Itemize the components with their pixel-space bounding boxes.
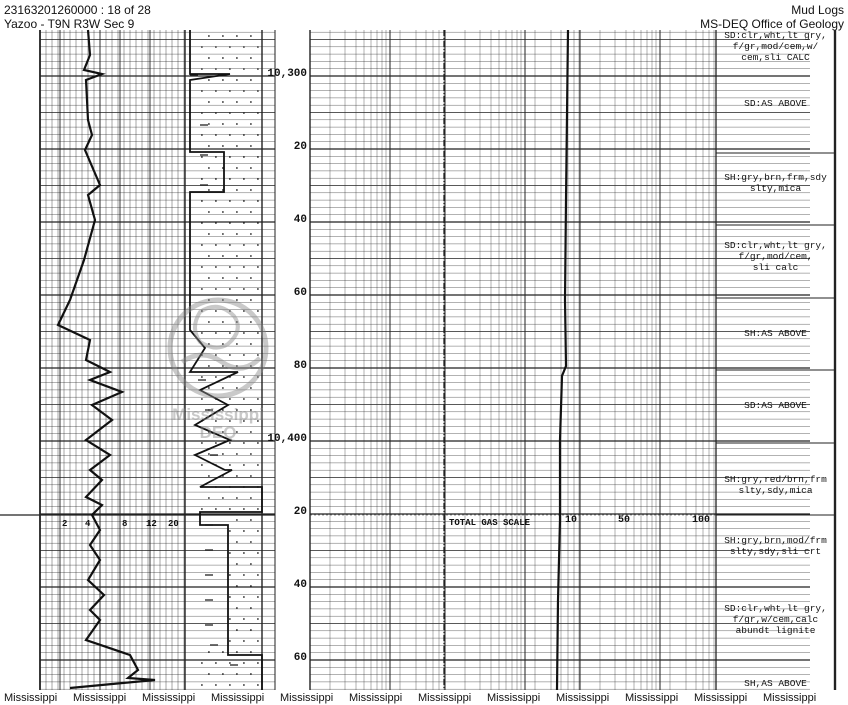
lithology-description: SD:AS ABOVE [744,98,807,109]
header-office: MS-DEQ Office of Geology [700,17,844,31]
header-doc-id: 23163201260000 : 18 of 28 [4,3,151,17]
gas-scale-label: 100 [692,515,711,526]
seal-text-line2: DEQ [199,423,237,440]
depth-label: 20 [293,506,307,518]
rate-scale-label: 20 [168,519,179,529]
gas-scale-label: 50 [618,515,631,526]
seal-text-line1: Mississippi [172,405,264,424]
rate-scale-label: 4 [85,519,91,529]
footer-watermark: Mississippi [280,692,334,704]
header-doc-type: Mud Logs [791,3,844,17]
deq-seal-watermark [160,290,276,440]
gas-scale-label: 10 [565,515,578,526]
footer-watermark: Mississippi [349,692,403,704]
lithology-description: SD:AS ABOVE [744,400,807,411]
depth-label: 20 [293,141,307,153]
rate-scale-label: 8 [122,519,128,529]
drill-rate-curve [58,30,155,688]
depth-label: 80 [293,360,307,372]
lithology-description: SH:gry,brn,frm,sdy slty,mica [724,172,827,194]
gas-scale-title: TOTAL GAS SCALE [449,518,531,528]
header-location: Yazoo - T9N R3W Sec 9 [4,17,135,31]
footer-watermark: Mississippi [694,692,748,704]
footer-watermark: Mississippi [556,692,610,704]
footer-watermark: Mississippi [763,692,817,704]
footer-watermark: Mississippi [73,692,127,704]
lithology-description: SH,AS ABOVE [744,678,807,689]
footer-watermark: Mississippi [4,692,58,704]
depth-label: 60 [293,287,307,299]
lithology-description: SH:gry,red/brn,frm slty,sdy,mica [724,474,827,496]
footer-watermark: Mississippi [487,692,541,704]
footer-watermark: Mississippi [625,692,679,704]
total-gas-curve [557,30,568,690]
lithology-description: SH:AS ABOVE [744,328,807,339]
rate-scale-label: 2 [62,519,68,529]
depth-label: 10,300 [267,68,307,80]
lithology-description: SD:clr,wht,lt gry, f/gr,mod/cem, sli calc [724,240,827,273]
footer-watermark: Mississippi [211,692,265,704]
footer-watermark: Mississippi [142,692,196,704]
depth-label: 40 [293,214,307,226]
rate-scale-label: 12 [146,519,157,529]
depth-label: 60 [293,652,307,664]
lithology-description: SH:gry,brn,mod/frm slty,sdy,sli crt [724,535,827,557]
lithology-description: SD:clr,wht,lt gry, f/gr,w/cem,calc abundt lignite [724,603,827,636]
depth-label: 40 [293,579,307,591]
depth-label: 10,400 [267,433,307,445]
footer-watermark: Mississippi [418,692,472,704]
lithology-description: SD:clr,wht,lt gry, f/gr,mod/cem,w/ cem,sli CALC [724,30,827,63]
